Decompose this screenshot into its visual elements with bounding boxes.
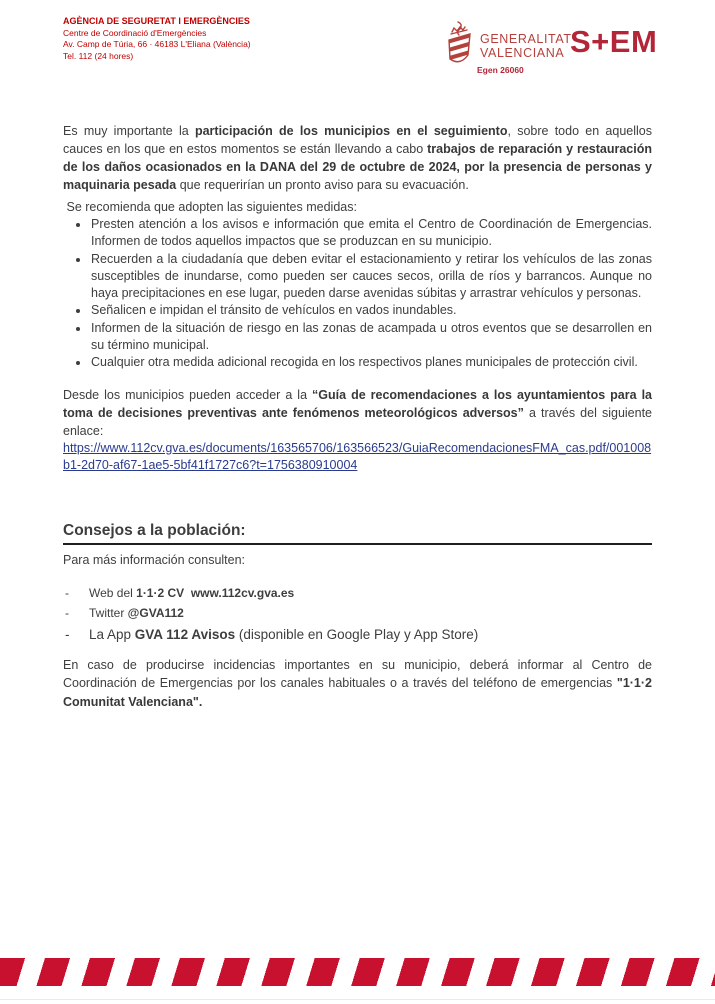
list-item: • Cualquier otra medida adicional recogida en los respectivos planes municipales de protección civil. [90,354,652,371]
guide-text-2: a través del siguiente enlace: [63,405,652,438]
intro-text-1: Es muy importante la [63,124,195,138]
hazard-stripes-band [0,958,715,986]
agency-centre: Centre de Coordinació d'Emergències [63,27,207,38]
guide-link[interactable]: https://www.112cv.gva.es/documents/163565706/163566523/GuiaRecomendacionesFMA_cas.pdf/001008b1-2d70-af67-1ae5-5bf41f1727c6?t=1756380910004 [63,440,652,472]
channel-web-pre: Web del [89,585,137,600]
list-item: • Recuerden a la ciudadanía que deben evitar el estacionamiento y retirar los vehículos de las zonas susceptibles de inundarse, como pueden ser cauces secos, orilla de ríos y barrancos. Aunque no haya precipitaciones en ese lugar, pueden darse avenidas súbitas y arrastrar vehículos y personas. [90,251,652,303]
sem-logo: S+EM [570,24,658,59]
intro-paragraph [63,122,652,194]
egen-number: Egen 26060 [477,65,524,75]
list-item [63,603,652,623]
agency-address-block [63,16,251,62]
page-bottom-divider [0,999,715,1000]
agency-address: Av. Camp de Túria, 66 · 46183 L'Eliana (València) [63,39,251,49]
advice-lead: Para más información consulten: [63,552,246,567]
list-item: • Presten atención a los avisos e información que emita el Centro de Coordinación de Emergencias. Informen de todos aquellos impactos que se produzcan en su municipio. [90,216,652,251]
channel-twitter-bold: @GVA112 [127,605,184,620]
dash-marker: - [65,585,69,600]
channel-web-bold: 1·1·2 CV www.112cv.gva.es [136,585,295,600]
valencian-coat-of-arms-icon [443,19,475,71]
channel-app-bold: GVA 112 Avisos [134,626,236,642]
dash-marker: - [65,605,69,620]
list-item: • Señalicen e impidan el tránsito de vehículos en vados inundables. [90,302,652,319]
intro-text-3: que requerirían un pronto aviso para su evacuación. [176,178,469,192]
generalitat-valenciana-logo [443,19,572,71]
list-item [63,623,652,647]
recommendation-lead: Se recomienda que adopten las siguientes medidas: [63,200,357,214]
generalitat-line2: VALENCIANA [480,45,565,60]
generalitat-wordmark [480,33,572,60]
channel-app [89,623,478,647]
channel-app-post: (disponible en Google Play y App Store) [235,626,479,642]
intro-bold-1: participación de los municipios en el seguimiento [194,124,508,138]
measures-list [63,216,652,372]
channel-web [89,583,294,603]
guide-bold-title: “Guía de recomendaciones a los ayuntamientos para la toma de decisiones preventivas ante fenómenos meteorológicos adversos” [63,387,652,420]
intro-bold-2: trabajos de reparación y restauración de los daños ocasionados en la DANA del 29 de octubre de 2024, por la presencia de personas y maquinaria pesada [63,142,652,192]
channel-twitter [89,603,184,623]
closing-paragraph [63,656,652,712]
channel-twitter-pre: Twitter [89,605,128,620]
guide-text-1: Desde los municipios pueden acceder a la [63,387,313,402]
agency-phone: Tel. 112 (24 hores) [63,50,134,61]
document-body [63,122,652,711]
agency-name: AGÈNCIA DE SEGURETAT I EMERGÈNCIES [63,16,250,26]
generalitat-line1: GENERALITAT [480,32,572,46]
advice-section-heading: Consejos a la población: [63,522,652,545]
list-item [63,583,652,603]
list-item: • Informen de la situación de riesgo en las zonas de acampada u otros eventos que se desarrollen en su término municipal. [90,320,652,355]
intro-text-2: , sobre todo en aquellos cauces en los que en estos momentos se están llevando a cabo [63,124,652,156]
channel-app-pre: La App [89,626,135,642]
guide-paragraph [63,386,652,440]
info-channels-list [63,583,652,647]
closing-text: En caso de producirse incidencias importantes en su municipio, deberá informar al Centro de Coordinación de Emergencias por los canales habituales o a través del teléfono de emergencias [63,657,652,691]
dash-marker: - [65,626,70,642]
closing-bold: "1·1·2 Comunitat Valenciana". [63,676,652,709]
